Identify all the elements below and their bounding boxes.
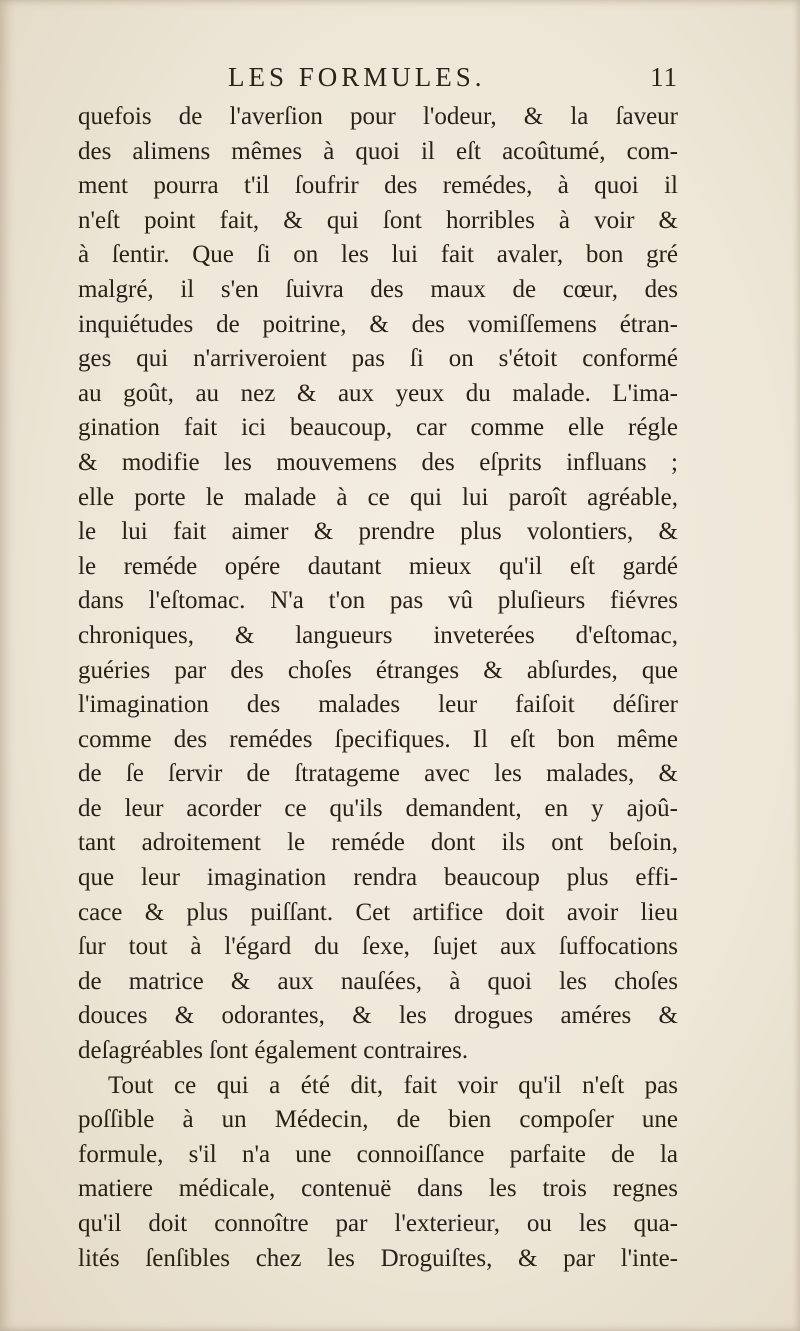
paragraph-end-line: deſagréables ſont également contraires.	[78, 1037, 469, 1065]
text-line: de leur acorder ce qu'ils demandent, en y ajoû-	[78, 794, 678, 822]
text-line: gination fait ici beaucoup, car comme elle régle	[78, 414, 678, 442]
text-line: le lui fait aimer & prendre plus volontiers, &	[78, 518, 678, 546]
page-number: 11	[650, 62, 678, 92]
text-line: des alimens mêmes à quoi il eſt acoûtumé, com-	[78, 137, 678, 165]
text-line: formule, s'il n'a une connoiſſance parfaite de la	[78, 1140, 678, 1168]
text-line: inquiétudes de poitrine, & des vomiſſemens étran-	[78, 310, 678, 338]
body-text	[78, 100, 678, 1276]
text-line: douces & odorantes, & les drogues améres &	[78, 1002, 678, 1030]
text-line: ges qui n'arriveroient pas ſi on s'étoit conformé	[78, 345, 678, 373]
text-line: de matrice & aux nauſées, à quoi les choſes	[78, 967, 678, 995]
text-line: tant adroitement le reméde dont ils ont beſoin,	[78, 829, 678, 857]
text-line: lités ſenſibles chez les Droguiſtes, & par l'inte-	[78, 1244, 678, 1272]
text-line: quefois de l'averſion pour l'odeur, & la ſaveur	[78, 103, 678, 130]
text-line: poſſible à un Médecin, de bien compoſer une	[78, 1106, 678, 1134]
text-line: ment pourra t'il ſoufrir des remédes, à quoi il	[78, 172, 678, 200]
text-line: comme des remédes ſpecifiques. Il eſt bon même	[78, 725, 678, 753]
text-line: cace & plus puiſſant. Cet artifice doit avoir lieu	[78, 898, 678, 926]
text-line: au goût, au nez & aux yeux du malade. L'ima-	[78, 379, 678, 407]
text-line: matiere médicale, contenuë dans les trois regnes	[78, 1175, 678, 1203]
text-line: ſur tout à l'égard du ſexe, ſujet aux ſuffocations	[78, 933, 678, 961]
text-line: de ſe ſervir de ſtratageme avec les malades, &	[78, 760, 678, 788]
running-head-title: LES FORMULES.	[228, 62, 486, 92]
text-line: l'imagination des malades leur faiſoit déſirer	[78, 691, 678, 719]
text-line: elle porte le malade à ce qui lui paroît agréable,	[78, 483, 678, 511]
text-line: dans l'eſtomac. N'a t'on pas vû pluſieurs fiévres	[78, 587, 678, 615]
running-head	[78, 62, 678, 96]
text-line: guéries par des choſes étranges & abſurdes, que	[78, 656, 678, 684]
text-line: à ſentir. Que ſi on les lui fait avaler, bon gré	[78, 241, 678, 269]
text-line: & modifie les mouvemens des eſprits influans ;	[78, 448, 678, 476]
paragraph-start-line: Tout ce qui a été dit, fait voir qu'il n'eſt pas	[108, 1071, 678, 1099]
text-line: qu'il doit connoître par l'exterieur, ou les qua-	[78, 1210, 678, 1237]
text-line: le reméde opére dautant mieux qu'il eſt gardé	[78, 552, 678, 580]
text-line: que leur imagination rendra beaucoup plus effi-	[78, 864, 678, 892]
text-line: chroniques, & langueurs inveterées d'eſtomac,	[78, 621, 678, 649]
text-line: n'eſt point fait, & qui ſont horribles à voir &	[78, 206, 678, 234]
text-line: malgré, il s'en ſuivra des maux de cœur, des	[78, 275, 678, 303]
